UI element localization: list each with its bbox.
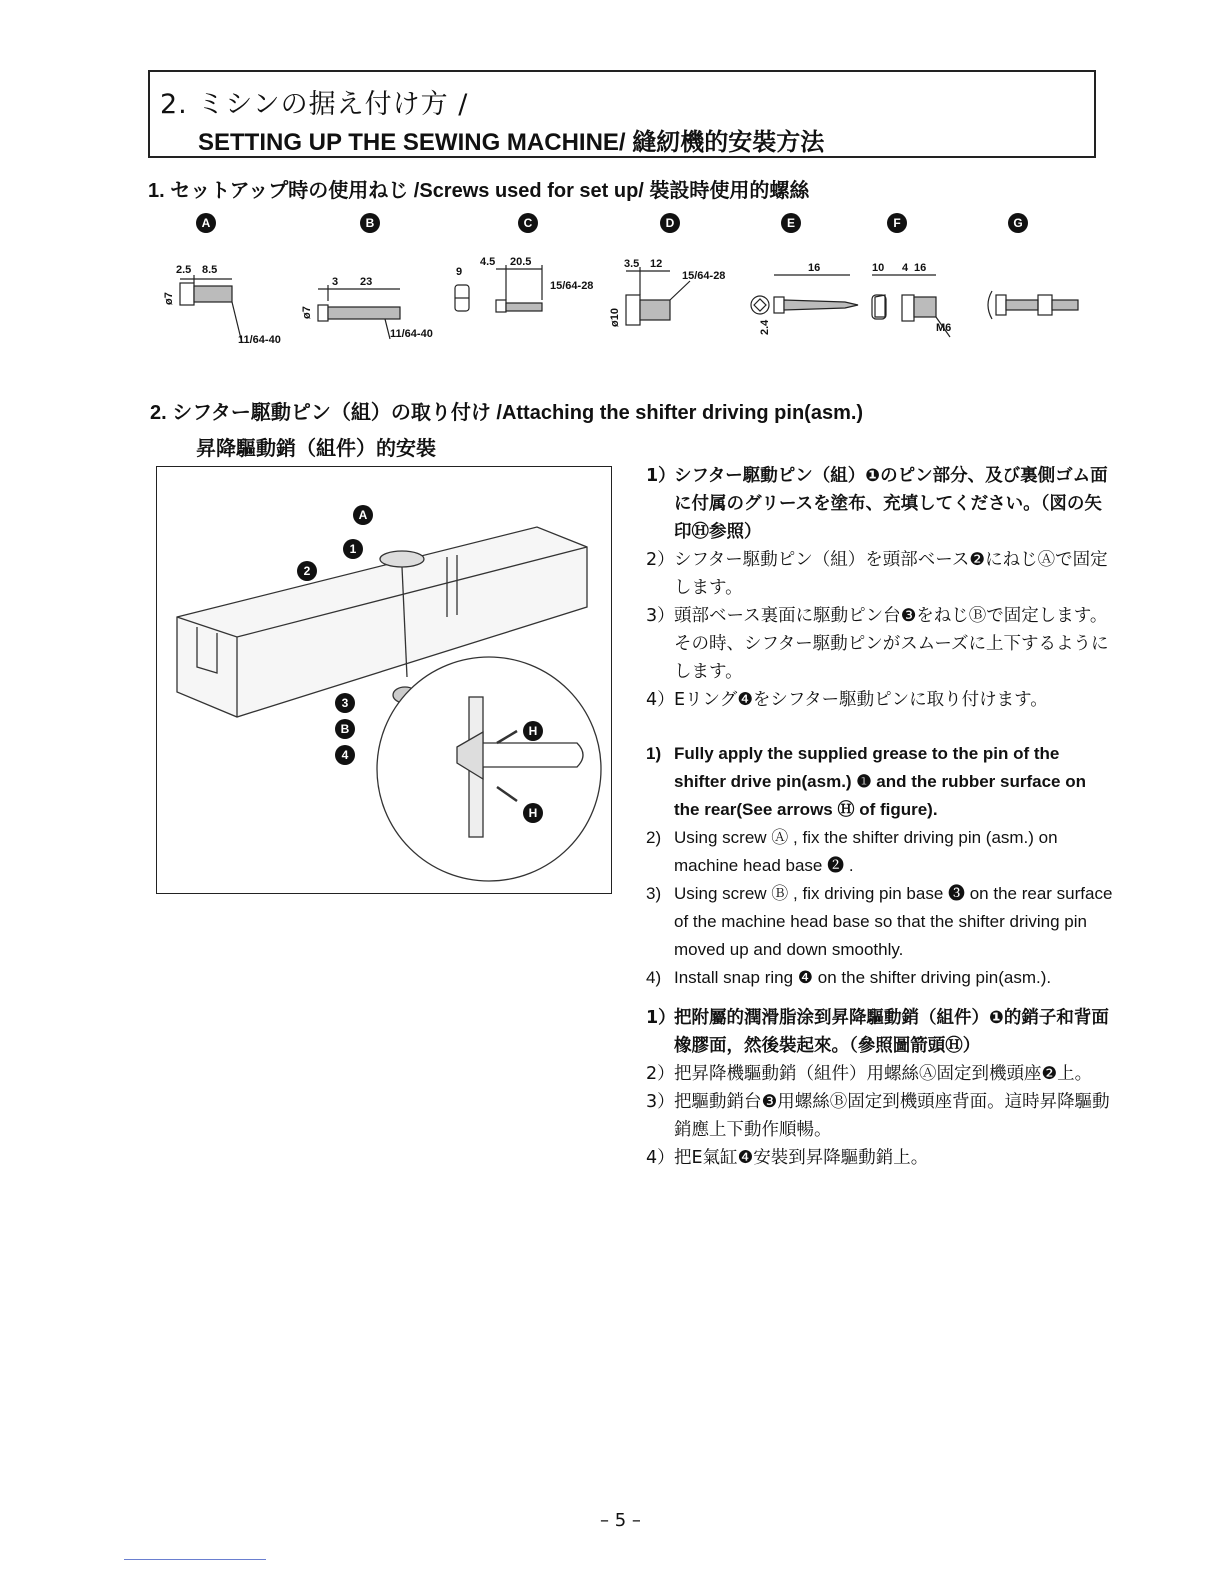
section-title-jp: 2. ミシンの据え付け方 /	[160, 89, 469, 120]
step-zh-2: 2） 把昇降機驅動銷（組件）用螺絲Ⓐ固定到機頭座❷上。	[646, 1064, 1093, 1084]
fig-label-h-top: H	[523, 721, 543, 741]
dim-d-dia: ø10	[609, 308, 621, 327]
screw-c-drawing	[455, 265, 542, 312]
step-jp-4: 4） Eリング❹をシフター駆動ピンに取り付けます。	[646, 690, 1048, 710]
fig-label-a: A	[353, 505, 373, 525]
screw-d-drawing	[626, 267, 690, 325]
step-jp-3: 3） 頭部ベース裏面に駆動ピン台❸をねじⒷで固定します。その時、シフター駆動ピンがスムーズに上下するようにします。	[646, 606, 1109, 682]
step-zh-4: 4） 把E氣缸❹安裝到昇降驅動銷上。	[646, 1148, 929, 1168]
attach-heading-zh: 昇降驅動銷（組件）的安裝	[196, 436, 436, 460]
footer-rule	[124, 1559, 266, 1560]
screw-label-e: E	[781, 213, 801, 233]
dim-f-2: 4	[902, 262, 909, 274]
step-jp-2: 2） シフター駆動ピン（組）を頭部ベース❷にねじⒶで固定します。	[646, 550, 1108, 598]
fig-label-b: B	[335, 719, 355, 739]
screw-drawings	[150, 245, 1100, 355]
page-number: – 5 –	[600, 1510, 641, 1531]
dim-e-dia: 2.4	[759, 319, 771, 335]
fig-label-2: 2	[297, 561, 317, 581]
screw-g-drawing	[988, 291, 1078, 319]
dim-f-thread: M6	[936, 322, 952, 334]
screw-label-c: C	[518, 213, 538, 233]
dim-f-1: 10	[872, 262, 885, 274]
dim-d-2: 12	[650, 258, 663, 270]
fig-label-1: 1	[343, 539, 363, 559]
dim-c-1: 4.5	[480, 256, 496, 268]
step-en-2: 2) Using screw Ⓐ , fix the shifter driving pin (asm.) on machine head base ❷ .	[646, 828, 1058, 875]
dim-b-2: 23	[360, 276, 373, 288]
fig-label-4: 4	[335, 745, 355, 765]
screw-a-drawing	[180, 275, 242, 343]
assembly-drawing	[157, 467, 611, 893]
screw-label-a: A	[196, 213, 216, 233]
step-en-1: 1) Fully apply the supplied grease to the pin of the shifter drive pin(asm.) ❶ and the rubber surface on the rear(See arrows Ⓗ of figure).	[646, 744, 1086, 819]
steps-zh	[646, 1004, 1116, 1172]
dim-c-thread: 15/64-28	[550, 280, 594, 292]
screw-label-b: B	[360, 213, 380, 233]
screws-heading: 1. セットアップ時の使用ねじ /Screws used for set up/ 裝設時使用的螺絲	[148, 180, 810, 202]
steps-en	[646, 740, 1116, 992]
screw-label-d: D	[660, 213, 680, 233]
dim-d-thread: 15/64-28	[682, 270, 726, 282]
dim-b-dia: ø7	[301, 306, 313, 319]
screw-e-drawing	[751, 275, 858, 314]
dim-d-1: 3.5	[624, 258, 640, 270]
attach-heading: 2. シフター駆動ピン（組）の取り付け /Attaching the shifter driving pin(asm.)	[150, 402, 864, 424]
dim-a-2: 8.5	[202, 264, 218, 276]
dim-e-1: 16	[808, 262, 821, 274]
dim-a-1: 2.5	[176, 264, 192, 276]
step-jp-1: 1） シフター駆動ピン（組）❶のピン部分、及び裏側ゴム面に付属のグリースを塗布、充填してください。（図の矢印Ⓗ参照）	[646, 466, 1108, 542]
fig-label-h-bottom: H	[523, 803, 543, 823]
fig-label-3: 3	[335, 693, 355, 713]
steps-jp	[646, 462, 1116, 714]
step-zh-3: 3） 把驅動銷台❸用螺絲Ⓑ固定到機頭座背面。這時昇降驅動銷應上下動作順暢。	[646, 1092, 1110, 1140]
dim-a-dia: ø7	[163, 292, 175, 305]
screw-label-g: G	[1008, 213, 1028, 233]
dim-a-thread: 11/64-40	[238, 334, 281, 346]
dim-c-2: 20.5	[510, 256, 532, 268]
step-en-3: 3) Using screw Ⓑ , fix driving pin base ❸ on the rear surface of the machine head base so that the shifter driving pin moved up and down smoothly.	[646, 884, 1113, 959]
dim-b-thread: 11/64-40	[390, 328, 433, 340]
step-zh-1: 1） 把附屬的潤滑脂涂到昇降驅動銷（組件）❶的銷子和背面橡膠面，然後裝起來。（參照圖箭頭Ⓗ）	[646, 1008, 1109, 1056]
step-en-4: 4) Install snap ring ❹ on the shifter driving pin(asm.).	[646, 968, 1052, 987]
dim-b-1: 3	[332, 276, 339, 288]
assembly-figure	[156, 466, 612, 894]
screw-label-f: F	[887, 213, 907, 233]
dim-c-0: 9	[456, 266, 463, 278]
screw-b-drawing	[318, 285, 400, 339]
section-title-en: SETTING UP THE SEWING MACHINE/ 縫紉機的安裝方法	[198, 129, 825, 156]
dim-f-3: 16	[914, 262, 927, 274]
